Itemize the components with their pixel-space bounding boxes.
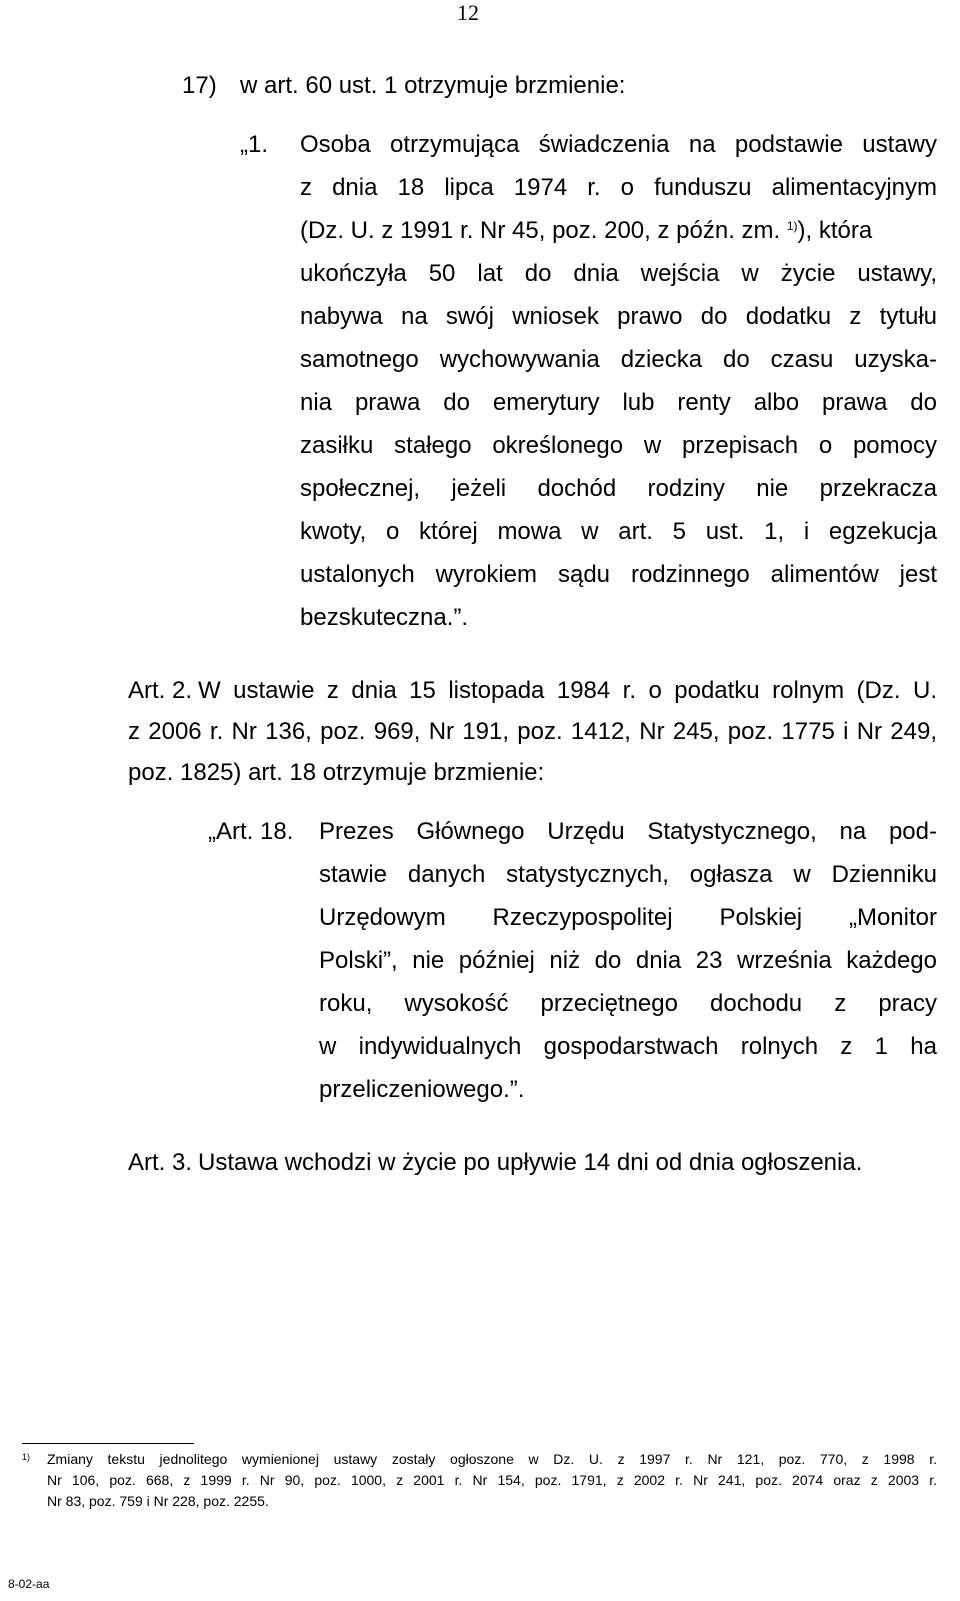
quote1-line3-tail: ), która <box>797 217 873 244</box>
quote1-line: społecznej, jeżeli dochód rodziny nie przekracza <box>300 475 937 502</box>
quote2-line: stawie danych statystycznych, ogłasza w Dzienniku <box>319 861 937 888</box>
quote1-line: ukończyła 50 lat do dnia wejścia w życie ustawy, <box>300 260 937 287</box>
art2-line: z 2006 r. Nr 136, poz. 969, Nr 191, poz. 1412, Nr 245, poz. 1775 i Nr 249, <box>128 718 937 745</box>
quote1-line: nabywa na swój wniosek prawo do dodatku z tytułu <box>300 303 937 330</box>
footnote-line: Nr 106, poz. 668, z 1999 r. Nr 90, poz. 1000, z 2001 r. Nr 154, poz. 1791, z 2002 r. Nr 241, poz. 2074 oraz z 2003 r. <box>47 1472 937 1488</box>
quote1-line: zasiłku stałego określonego w przepisach o pomocy <box>300 432 937 459</box>
quote1-line3-text: (Dz. U. z 1991 r. Nr 45, poz. 200, z późn. zm. <box>300 217 781 244</box>
quote1-line: nia prawa do emerytury lub renty albo prawa do <box>300 389 937 416</box>
quote1-line: bezskuteczna.”. <box>300 604 469 631</box>
footnote-line: Zmiany tekstu jednolitego wymienionej ustawy zostały ogłoszone w Dz. U. z 1997 r. Nr 121, poz. 770, z 1998 r. <box>47 1451 937 1467</box>
quote2-line: w indywidualnych gospodarstwach rolnych z 1 ha <box>319 1033 937 1060</box>
quote1-line: ustalonych wyrokiem sądu rodzinnego alimentów jest <box>300 561 937 588</box>
footnote-separator <box>22 1443 194 1444</box>
quote1-line: z dnia 18 lipca 1974 r. o funduszu alimentacyjnym <box>300 174 937 201</box>
quote2-line: Urzędowym Rzeczypospolitej Polskiej „Monitor <box>319 904 937 931</box>
page-number: 12 <box>457 0 479 25</box>
item-17-text: w art. 60 ust. 1 otrzymuje brzmienie: <box>240 72 626 99</box>
footnote-line: Nr 83, poz. 759 i Nr 228, poz. 2255. <box>47 1493 269 1509</box>
quote1-line: Osoba otrzymująca świadczenia na podstawie ustawy <box>300 131 937 158</box>
footnote-marker: 1) <box>22 1452 31 1462</box>
document-code: 8-02-aa <box>8 1577 50 1591</box>
item-17-label: 17) <box>182 72 217 99</box>
art3-text: Ustawa wchodzi w życie po upływie 14 dni od dnia ogłoszenia. <box>198 1149 863 1176</box>
quote2-line: przeliczeniowego.”. <box>319 1076 525 1103</box>
quote2-line: roku, wysokość przeciętnego dochodu z pracy <box>319 990 937 1017</box>
quote1-number: „1. <box>240 131 269 158</box>
art3-label: Art. 3. <box>128 1149 193 1176</box>
footnote-reference: 1) <box>786 219 798 233</box>
quote2-number: „Art. 18. <box>208 818 294 845</box>
quote2-line: Prezes Głównego Urzędu Statystycznego, na pod- <box>319 818 937 845</box>
art2-line: poz. 1825) art. 18 otrzymuje brzmienie: <box>128 759 545 786</box>
quote1-line: kwoty, o której mowa w art. 5 ust. 1, i egzekucja <box>300 518 937 545</box>
art2-label: Art. 2. <box>128 677 193 704</box>
quote1-line: samotnego wychowywania dziecka do czasu uzyska- <box>300 346 937 373</box>
art2-first-line: W ustawie z dnia 15 listopada 1984 r. o podatku rolnym (Dz. U. <box>198 677 937 704</box>
quote1-line <box>300 216 872 245</box>
quote2-line: Polski”, nie później niż do dnia 23 września każdego <box>319 947 937 974</box>
